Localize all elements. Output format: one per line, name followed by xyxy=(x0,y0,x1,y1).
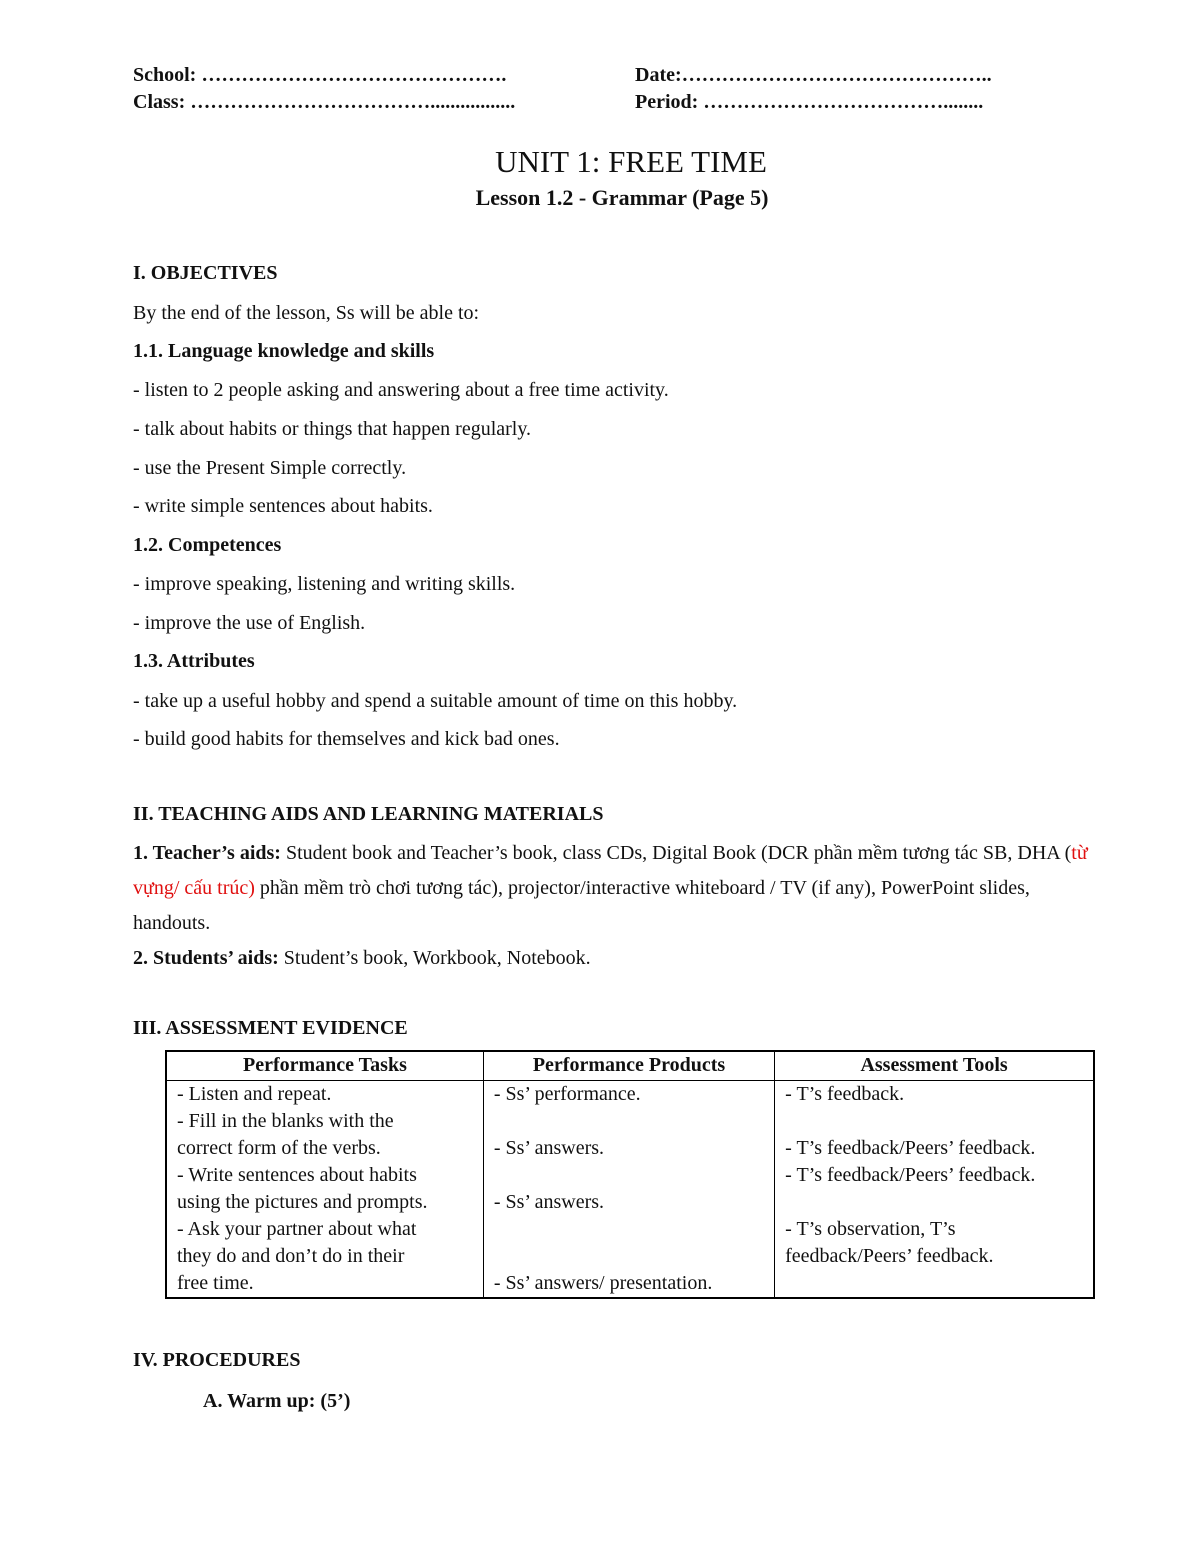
teacher-aids-text: Student book and Teacher’s book, class CDs, Digital Book (DCR phần mềm tương tác SB, DHA ( xyxy=(280,842,1072,864)
warmup-heading: A. Warm up: (5’) xyxy=(203,1390,351,1412)
assessment-table xyxy=(165,1050,1095,1299)
assessment-heading: III. ASSESSMENT EVIDENCE xyxy=(133,1017,408,1039)
product-line: - Ss’ answers. xyxy=(493,1137,605,1159)
task-line: - Write sentences about habits xyxy=(177,1164,417,1186)
teacher-aids-highlight: từ vựng/ cấu trúc) xyxy=(133,842,1088,899)
product-line: - Ss’ answers. xyxy=(493,1191,605,1213)
objectives-heading: I. OBJECTIVES xyxy=(133,262,278,284)
column-header: Performance Products xyxy=(483,1051,774,1081)
objectives-intro: By the end of the lesson, Ss will be able to: xyxy=(133,302,480,324)
list-item: - listen to 2 people asking and answering about a free time activity. xyxy=(133,379,669,401)
table-header-row xyxy=(166,1051,1094,1081)
list-item: - talk about habits or things that happen regularly. xyxy=(133,418,532,440)
tool-line: - T’s feedback. xyxy=(785,1083,905,1105)
language-skills-heading: 1.1. Language knowledge and skills xyxy=(133,340,435,362)
teacher-aids-text-end: phần mềm trò chơi tương tác), projector/interactive whiteboard / TV (if any), PowerPoint slides, handouts. xyxy=(133,877,1030,934)
date-field: Date:……………………………………….. xyxy=(635,64,992,86)
tool-line: - T’s observation, T’s xyxy=(785,1218,956,1240)
students-aids-text: Student’s book, Workbook, Notebook. xyxy=(278,947,591,969)
tool-line: - T’s feedback/Peers’ feedback. xyxy=(785,1137,1036,1159)
tool-line: feedback/Peers’ feedback. xyxy=(785,1245,994,1267)
competences-heading: 1.2. Competences xyxy=(133,534,282,556)
period-field: Period: ………………………………........ xyxy=(635,91,984,113)
teacher-aids-label: 1. Teacher’s aids: xyxy=(133,842,281,864)
task-line: using the pictures and prompts. xyxy=(177,1191,428,1213)
page-title: UNIT 1: FREE TIME xyxy=(495,144,767,179)
task-line: - Fill in the blanks with the xyxy=(177,1110,394,1132)
list-item: - improve the use of English. xyxy=(133,612,366,634)
list-item: - build good habits for themselves and kick bad ones. xyxy=(133,728,560,750)
product-line: - Ss’ performance. xyxy=(493,1083,641,1105)
tools-cell xyxy=(775,1081,1094,1299)
tasks-cell xyxy=(166,1081,483,1299)
task-line: free time. xyxy=(177,1272,254,1294)
task-line: correct form of the verbs. xyxy=(177,1137,381,1159)
tool-line: - T’s feedback/Peers’ feedback. xyxy=(785,1164,1036,1186)
students-aids-label: 2. Students’ aids: xyxy=(133,947,279,969)
product-line: - Ss’ answers/ presentation. xyxy=(493,1272,713,1294)
teacher-aids-paragraph xyxy=(133,836,1108,941)
column-header: Assessment Tools xyxy=(775,1051,1094,1081)
column-header: Performance Tasks xyxy=(166,1051,483,1081)
attributes-heading: 1.3. Attributes xyxy=(133,650,255,672)
teaching-aids-heading: II. TEACHING AIDS AND LEARNING MATERIALS xyxy=(133,803,604,825)
task-line: they do and don’t do in their xyxy=(177,1245,405,1267)
class-field: Class: ………………………………................. xyxy=(133,91,516,113)
page-subtitle: Lesson 1.2 - Grammar (Page 5) xyxy=(475,185,769,210)
list-item: - use the Present Simple correctly. xyxy=(133,457,407,479)
list-item: - improve speaking, listening and writing skills. xyxy=(133,573,516,595)
task-line: - Listen and repeat. xyxy=(177,1083,332,1105)
task-line: - Ask your partner about what xyxy=(177,1218,417,1240)
school-field: School: ………………………………………. xyxy=(133,64,507,86)
students-aids-paragraph xyxy=(133,941,1108,976)
table-row xyxy=(166,1081,1094,1299)
list-item: - take up a useful hobby and spend a suitable amount of time on this hobby. xyxy=(133,690,738,712)
products-cell xyxy=(483,1081,774,1299)
procedures-heading: IV. PROCEDURES xyxy=(133,1349,301,1371)
list-item: - write simple sentences about habits. xyxy=(133,495,433,517)
